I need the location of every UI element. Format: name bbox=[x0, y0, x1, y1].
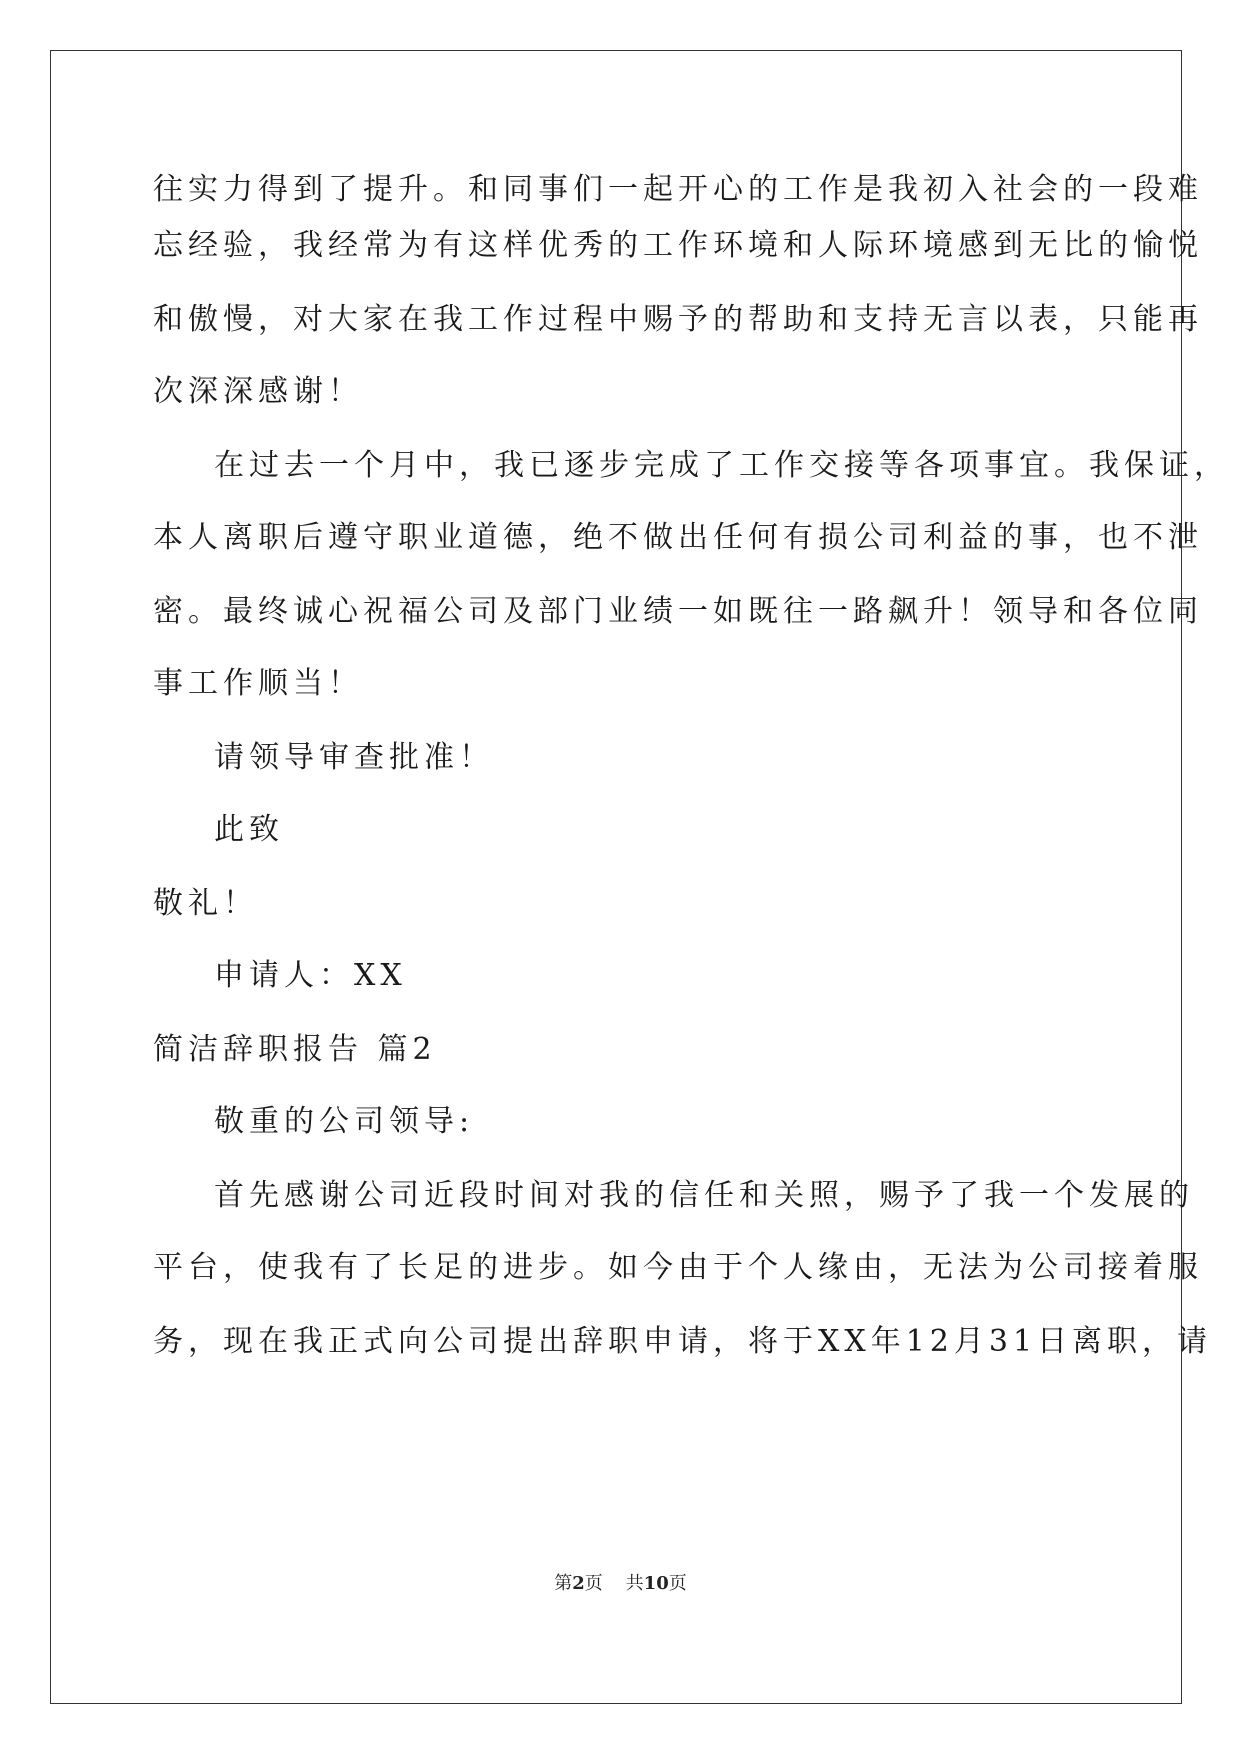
body-line: 在过去一个月中，我已逐步完成了工作交接等各项事宜。我保证， bbox=[214, 448, 1229, 483]
greeting-line: 敬重的公司领导: bbox=[214, 1104, 475, 1139]
page-border bbox=[50, 50, 1182, 1704]
body-line: 密。最终诚心祝福公司及部门业绩一如既往一路飙升！领导和各位同 bbox=[153, 594, 1203, 629]
body-line: 和傲慢，对大家在我工作过程中赐予的帮助和支持无言以表，只能再 bbox=[153, 302, 1203, 337]
body-line: 本人离职后遵守职业道德，绝不做出任何有损公司利益的事，也不泄 bbox=[153, 520, 1203, 555]
body-line: 次深深感谢！ bbox=[153, 374, 363, 409]
closing-line: 此致 bbox=[214, 812, 284, 847]
body-line: 忘经验，我经常为有这样优秀的工作环境和人际环境感到无比的愉悦 bbox=[153, 228, 1203, 263]
body-line: 请领导审查批准！ bbox=[214, 740, 494, 775]
footer-suffix: 页 bbox=[668, 1573, 687, 1594]
body-line: 事工作顺当！ bbox=[153, 666, 363, 701]
body-line: 平台，使我有了长足的进步。如今由于个人缘由，无法为公司接着服 bbox=[153, 1250, 1203, 1285]
footer-prefix: 第 bbox=[554, 1573, 573, 1594]
footer-page-number: 2 bbox=[572, 1573, 585, 1594]
salutation-line: 敬礼！ bbox=[153, 886, 258, 921]
body-line: 首先感谢公司近段时间对我的信任和关照，赐予了我一个发展的 bbox=[214, 1178, 1194, 1213]
body-line: 往实力得到了提升。和同事们一起开心的工作是我初入社会的一段难 bbox=[153, 172, 1203, 207]
footer-total-pages: 10 bbox=[643, 1573, 669, 1594]
footer-mid: 页 共 bbox=[584, 1573, 644, 1594]
section-heading: 简洁辞职报告 篇2 bbox=[153, 1032, 437, 1067]
body-line: 务，现在我正式向公司提出辞职申请，将于XX年12月31日离职，请 bbox=[153, 1324, 1213, 1359]
signature-line: 申请人：XX bbox=[214, 958, 407, 993]
page-footer bbox=[0, 1572, 1241, 1596]
